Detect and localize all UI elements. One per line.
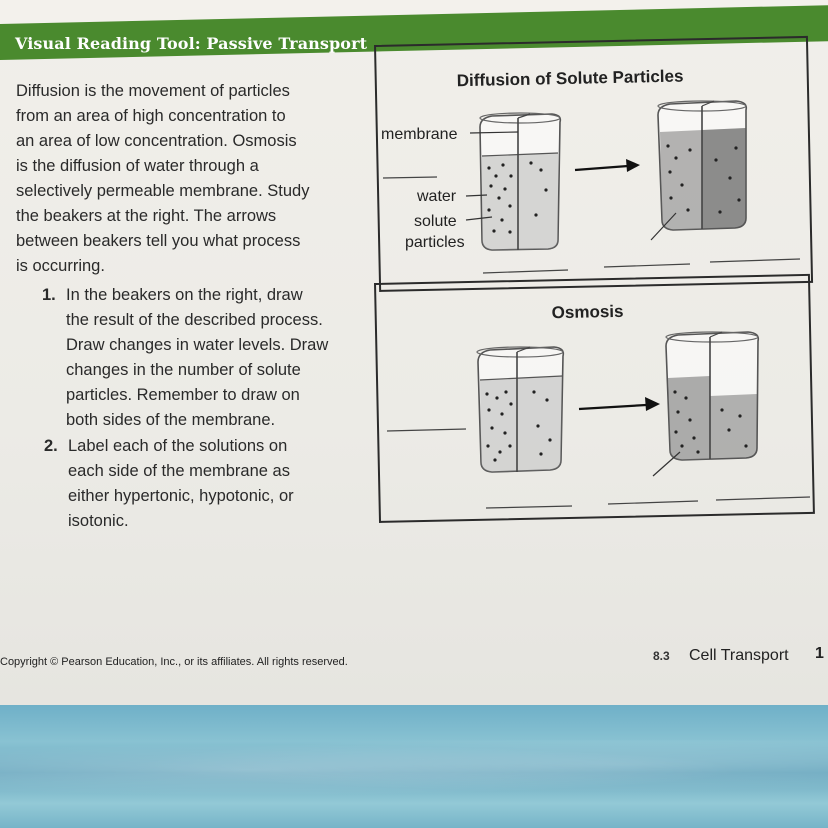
osmosis-beaker-after <box>666 332 758 460</box>
answer-blank[interactable] <box>716 497 810 500</box>
intro-line: an area of low concentration. Osmosis <box>16 132 297 150</box>
solute-label: solute <box>414 213 457 230</box>
water-label: water <box>417 188 457 205</box>
question-line: the result of the described process. <box>66 311 323 329</box>
question-line: either hypertonic, hypotonic, or <box>68 487 294 505</box>
answer-blank[interactable] <box>608 501 698 504</box>
intro-line: from an area of high concentration to <box>16 107 286 125</box>
question-line: each side of the membrane as <box>68 462 290 480</box>
cloth-highlight <box>0 740 828 800</box>
diffusion-beaker-after <box>658 101 746 230</box>
question-line: both sides of the membrane. <box>66 411 276 429</box>
intro-line: Diffusion is the movement of particles <box>16 82 290 100</box>
osmosis-panel-title: Osmosis <box>551 301 624 323</box>
page-number: 1 <box>815 645 824 662</box>
question-number: 1. <box>42 286 56 304</box>
diffusion-panel-title: Diffusion of Solute Particles <box>456 66 684 91</box>
question-line: isotonic. <box>68 512 129 530</box>
section-number: 8.3 <box>653 649 670 663</box>
diffusion-arrow-icon <box>575 159 640 172</box>
question-line: In the beakers on the right, draw <box>66 286 303 304</box>
question-line: Label each of the solutions on <box>68 437 288 455</box>
page-title: Visual Reading Tool: Passive Transport <box>15 34 368 53</box>
copyright-notice: Copyright © Pearson Education, Inc., or its affiliates. All rights reserved. <box>0 656 348 668</box>
particles-label: particles <box>405 234 465 251</box>
answer-blank[interactable] <box>486 506 572 508</box>
answer-blank[interactable] <box>383 177 437 178</box>
answer-blank[interactable] <box>483 270 568 273</box>
question-line: changes in the number of solute <box>66 361 301 379</box>
diffusion-beaker-before <box>466 113 560 250</box>
question-line: particles. Remember to draw on <box>66 386 300 404</box>
answer-blank[interactable] <box>387 429 466 431</box>
question-number: 2. <box>44 437 58 455</box>
answer-blank[interactable] <box>710 259 800 262</box>
question-line: Draw changes in water levels. Draw <box>66 336 329 354</box>
intro-line: the beakers at the right. The arrows <box>16 207 277 225</box>
osmosis-beaker-before <box>477 347 563 472</box>
section-title: Cell Transport <box>689 647 789 664</box>
answer-blank[interactable] <box>604 264 690 267</box>
intro-line: is the diffusion of water through a <box>16 157 259 175</box>
membrane-label: membrane <box>381 126 458 143</box>
intro-line: between beakers tell you what process <box>16 232 301 250</box>
osmosis-arrow-icon <box>579 397 660 411</box>
intro-line: selectively permeable membrane. Study <box>16 182 310 200</box>
intro-line: is occurring. <box>16 257 105 275</box>
